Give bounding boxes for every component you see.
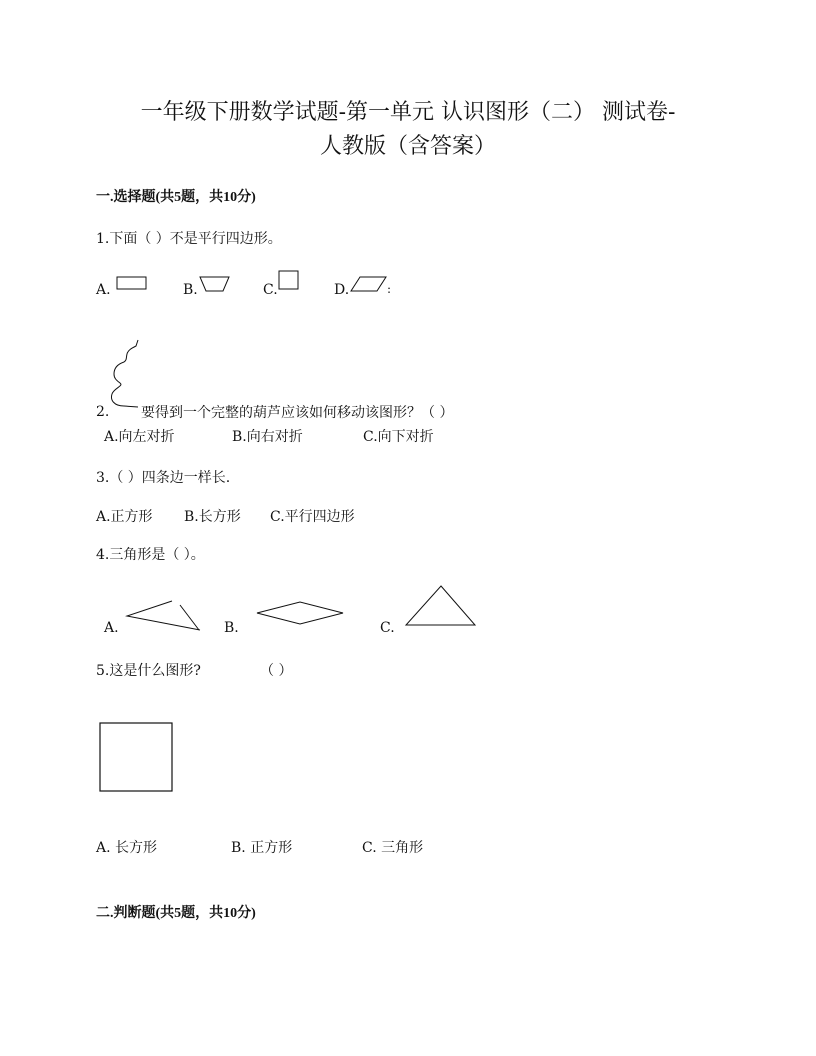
document-title-line-2: 人教版（含答案） (319, 134, 496, 159)
question-5-stem: 5.这是什么图形? (96, 663, 201, 679)
question-5-option-c: C. 三角形 (362, 840, 424, 856)
question-1-stem: 1.下面（ ）不是平行四边形。 (96, 231, 282, 247)
question-1-option-d-tail: : (387, 282, 392, 296)
question-2-option-c: C.向下对折 (363, 429, 434, 445)
question-4-option-b-label: B. (224, 620, 239, 636)
section-heading-judgment: 二.判断题(共5题，共10分) (96, 906, 256, 921)
question-3-option-a: A.正方形 (96, 509, 153, 525)
question-1-option-d-label: D. (334, 282, 350, 298)
question-4-option-a-label: A. (104, 620, 119, 636)
question-3-stem: 3.（ ）四条边一样长. (96, 470, 231, 486)
parallelogram-shape-icon (350, 276, 388, 294)
question-5-option-b: B. 正方形 (231, 840, 293, 856)
question-1-option-a-label: A. (96, 282, 111, 298)
question-2-number: 2. (96, 404, 110, 420)
square-shape-icon (278, 270, 300, 292)
question-4-stem: 4.三角形是（ ）。 (96, 547, 205, 563)
question-5-answer-parentheses: （ ） (260, 663, 293, 679)
question-3-option-c: C.平行四边形 (270, 509, 355, 525)
section-heading-choice: 一.选择题(共5题，共10分) (96, 190, 256, 205)
question-2-stem: 要得到一个完整的葫芦应该如何移动该图形？（ ） (141, 405, 454, 421)
question-2-option-a: A.向左对折 (104, 429, 175, 445)
trapezoid-shape-icon (199, 276, 231, 294)
half-gourd-figure-icon (108, 340, 144, 408)
question-2-option-b: B.向右对折 (232, 429, 303, 445)
question-4-option-c-label: C. (380, 620, 395, 636)
open-angle-shape-icon (126, 600, 202, 634)
question-5-option-a: A. 长方形 (96, 840, 158, 856)
question-3-option-b: B.长方形 (184, 509, 241, 525)
rectangle-shape-icon (116, 276, 148, 292)
question-1-option-b-label: B. (183, 282, 198, 298)
large-square-figure-icon (99, 722, 175, 794)
question-1-option-c-label: C. (263, 282, 278, 298)
document-title-line-1: 一年级下册数学试题-第一单元 认识图形（二） 测试卷- (140, 100, 676, 125)
triangle-shape-icon (405, 585, 477, 627)
rhombus-shape-icon (256, 601, 346, 627)
